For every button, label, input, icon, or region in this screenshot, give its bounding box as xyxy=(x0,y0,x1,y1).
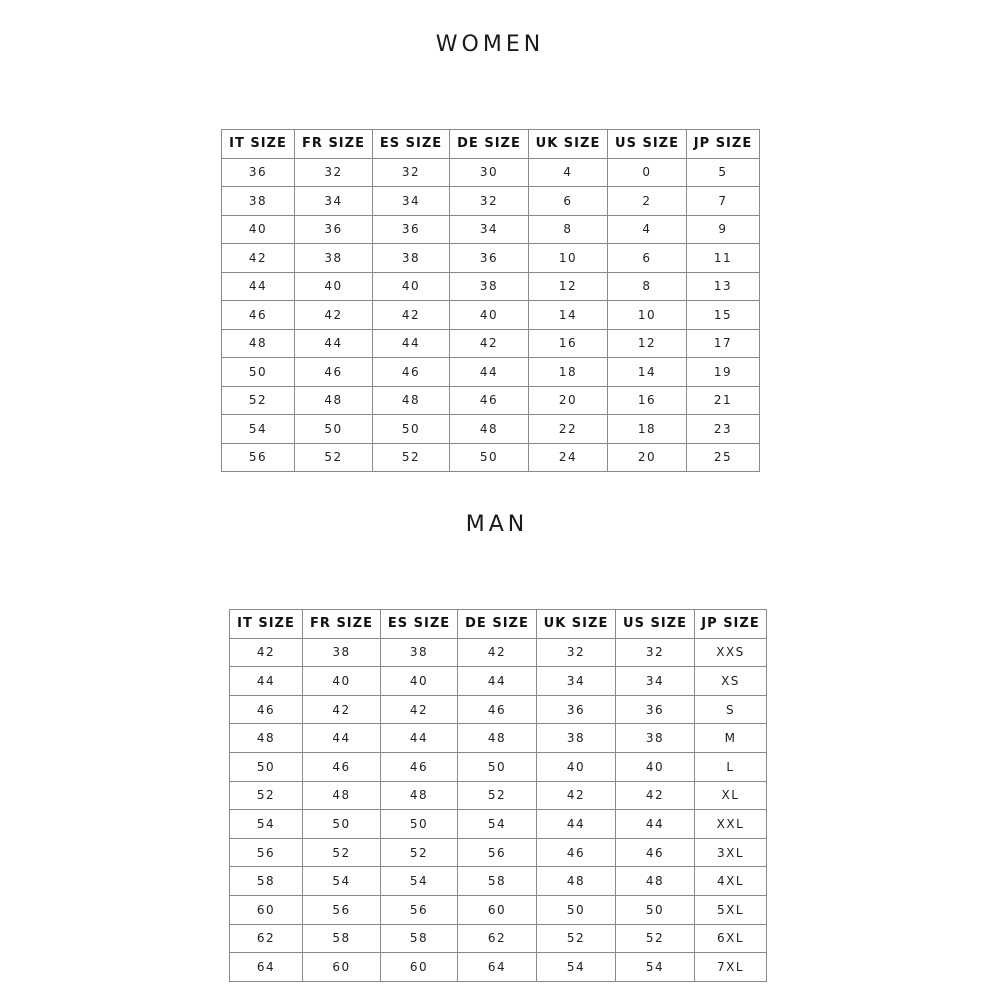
cell-fr-size: 54 xyxy=(303,867,381,896)
cell-it-size: 62 xyxy=(230,924,303,953)
cell-fr-size: 40 xyxy=(303,667,381,696)
cell-fr-size: 46 xyxy=(303,752,381,781)
cell-us-size: 20 xyxy=(608,443,687,472)
cell-jp-size: 11 xyxy=(687,244,760,273)
cell-jp-size: 17 xyxy=(687,329,760,358)
column-header-es-size: ES SIZE xyxy=(381,610,458,639)
cell-us-size: 46 xyxy=(616,838,695,867)
cell-jp-size: 3XL xyxy=(695,838,767,867)
cell-uk-size: 6 xyxy=(529,187,608,216)
table-row xyxy=(230,638,767,667)
cell-jp-size: 6XL xyxy=(695,924,767,953)
cell-es-size: 50 xyxy=(381,810,458,839)
table-row xyxy=(230,810,767,839)
cell-it-size: 46 xyxy=(222,301,295,330)
cell-us-size: 2 xyxy=(608,187,687,216)
cell-uk-size: 46 xyxy=(537,838,616,867)
cell-de-size: 32 xyxy=(450,187,529,216)
cell-it-size: 52 xyxy=(230,781,303,810)
women-section-title: WOMEN xyxy=(435,32,545,57)
cell-de-size: 62 xyxy=(458,924,537,953)
cell-it-size: 50 xyxy=(230,752,303,781)
cell-de-size: 48 xyxy=(450,415,529,444)
cell-de-size: 54 xyxy=(458,810,537,839)
cell-uk-size: 8 xyxy=(529,215,608,244)
table-row xyxy=(222,301,760,330)
column-header-jp-size: JP SIZE xyxy=(695,610,767,639)
cell-fr-size: 38 xyxy=(303,638,381,667)
table-row xyxy=(230,953,767,982)
column-header-uk-size: UK SIZE xyxy=(537,610,616,639)
cell-jp-size: 5XL xyxy=(695,895,767,924)
cell-es-size: 50 xyxy=(373,415,450,444)
cell-es-size: 40 xyxy=(373,272,450,301)
table-row xyxy=(230,867,767,896)
cell-us-size: 14 xyxy=(608,358,687,387)
table-row xyxy=(222,358,760,387)
cell-jp-size: XS xyxy=(695,667,767,696)
cell-jp-size: XXS xyxy=(695,638,767,667)
cell-uk-size: 22 xyxy=(529,415,608,444)
cell-uk-size: 38 xyxy=(537,724,616,753)
cell-de-size: 50 xyxy=(450,443,529,472)
cell-us-size: 36 xyxy=(616,695,695,724)
cell-us-size: 42 xyxy=(616,781,695,810)
cell-uk-size: 20 xyxy=(529,386,608,415)
cell-us-size: 52 xyxy=(616,924,695,953)
cell-es-size: 38 xyxy=(381,638,458,667)
cell-jp-size: 4XL xyxy=(695,867,767,896)
cell-uk-size: 24 xyxy=(529,443,608,472)
column-header-it-size: IT SIZE xyxy=(230,610,303,639)
cell-us-size: 38 xyxy=(616,724,695,753)
cell-fr-size: 50 xyxy=(295,415,373,444)
table-row xyxy=(230,924,767,953)
table-row xyxy=(222,158,760,187)
man-size-table xyxy=(229,609,767,982)
cell-us-size: 0 xyxy=(608,158,687,187)
women-table-body xyxy=(222,158,760,472)
cell-us-size: 48 xyxy=(616,867,695,896)
cell-fr-size: 56 xyxy=(303,895,381,924)
cell-de-size: 46 xyxy=(458,695,537,724)
cell-de-size: 58 xyxy=(458,867,537,896)
cell-es-size: 34 xyxy=(373,187,450,216)
cell-es-size: 38 xyxy=(373,244,450,273)
cell-jp-size: 21 xyxy=(687,386,760,415)
column-header-us-size: US SIZE xyxy=(608,130,687,159)
cell-jp-size: 15 xyxy=(687,301,760,330)
cell-de-size: 46 xyxy=(450,386,529,415)
cell-de-size: 42 xyxy=(450,329,529,358)
table-row xyxy=(230,724,767,753)
cell-it-size: 46 xyxy=(230,695,303,724)
column-header-it-size: IT SIZE xyxy=(222,130,295,159)
cell-fr-size: 60 xyxy=(303,953,381,982)
cell-de-size: 64 xyxy=(458,953,537,982)
cell-fr-size: 58 xyxy=(303,924,381,953)
cell-jp-size: 9 xyxy=(687,215,760,244)
cell-uk-size: 12 xyxy=(529,272,608,301)
cell-fr-size: 46 xyxy=(295,358,373,387)
women-size-table xyxy=(221,129,760,472)
cell-fr-size: 38 xyxy=(295,244,373,273)
cell-it-size: 60 xyxy=(230,895,303,924)
cell-us-size: 50 xyxy=(616,895,695,924)
cell-jp-size: XXL xyxy=(695,810,767,839)
cell-jp-size: 23 xyxy=(687,415,760,444)
cell-es-size: 52 xyxy=(373,443,450,472)
cell-it-size: 58 xyxy=(230,867,303,896)
cell-uk-size: 16 xyxy=(529,329,608,358)
cell-fr-size: 52 xyxy=(303,838,381,867)
cell-it-size: 44 xyxy=(222,272,295,301)
cell-it-size: 40 xyxy=(222,215,295,244)
column-header-uk-size: UK SIZE xyxy=(529,130,608,159)
cell-de-size: 34 xyxy=(450,215,529,244)
cell-fr-size: 42 xyxy=(303,695,381,724)
cell-jp-size: XL xyxy=(695,781,767,810)
column-header-fr-size: FR SIZE xyxy=(295,130,373,159)
table-row xyxy=(230,667,767,696)
cell-de-size: 38 xyxy=(450,272,529,301)
cell-us-size: 54 xyxy=(616,953,695,982)
table-row xyxy=(222,215,760,244)
cell-it-size: 48 xyxy=(230,724,303,753)
cell-de-size: 36 xyxy=(450,244,529,273)
cell-es-size: 48 xyxy=(381,781,458,810)
cell-de-size: 44 xyxy=(458,667,537,696)
cell-fr-size: 52 xyxy=(295,443,373,472)
cell-jp-size: L xyxy=(695,752,767,781)
column-header-es-size: ES SIZE xyxy=(373,130,450,159)
cell-fr-size: 40 xyxy=(295,272,373,301)
cell-jp-size: 25 xyxy=(687,443,760,472)
cell-de-size: 60 xyxy=(458,895,537,924)
table-header-row xyxy=(230,610,767,639)
table-row xyxy=(222,443,760,472)
man-section-title: MAN xyxy=(465,512,529,537)
cell-uk-size: 50 xyxy=(537,895,616,924)
cell-it-size: 42 xyxy=(230,638,303,667)
cell-it-size: 44 xyxy=(230,667,303,696)
cell-jp-size: M xyxy=(695,724,767,753)
cell-fr-size: 32 xyxy=(295,158,373,187)
cell-us-size: 44 xyxy=(616,810,695,839)
table-header-row xyxy=(222,130,760,159)
cell-jp-size: 5 xyxy=(687,158,760,187)
table-row xyxy=(222,415,760,444)
cell-it-size: 56 xyxy=(230,838,303,867)
cell-uk-size: 18 xyxy=(529,358,608,387)
cell-it-size: 54 xyxy=(230,810,303,839)
cell-de-size: 30 xyxy=(450,158,529,187)
table-row xyxy=(222,244,760,273)
table-row xyxy=(222,386,760,415)
table-row xyxy=(222,187,760,216)
cell-fr-size: 48 xyxy=(303,781,381,810)
cell-de-size: 44 xyxy=(450,358,529,387)
cell-jp-size: 7XL xyxy=(695,953,767,982)
table-row xyxy=(230,695,767,724)
cell-es-size: 44 xyxy=(381,724,458,753)
cell-uk-size: 48 xyxy=(537,867,616,896)
cell-us-size: 8 xyxy=(608,272,687,301)
cell-it-size: 38 xyxy=(222,187,295,216)
cell-es-size: 44 xyxy=(373,329,450,358)
cell-uk-size: 44 xyxy=(537,810,616,839)
cell-uk-size: 36 xyxy=(537,695,616,724)
cell-es-size: 42 xyxy=(381,695,458,724)
cell-de-size: 50 xyxy=(458,752,537,781)
cell-es-size: 46 xyxy=(373,358,450,387)
table-row xyxy=(230,752,767,781)
man-table-body xyxy=(230,638,767,981)
cell-fr-size: 42 xyxy=(295,301,373,330)
column-header-fr-size: FR SIZE xyxy=(303,610,381,639)
cell-us-size: 12 xyxy=(608,329,687,358)
cell-fr-size: 34 xyxy=(295,187,373,216)
cell-de-size: 48 xyxy=(458,724,537,753)
cell-it-size: 48 xyxy=(222,329,295,358)
cell-it-size: 56 xyxy=(222,443,295,472)
cell-it-size: 64 xyxy=(230,953,303,982)
cell-es-size: 52 xyxy=(381,838,458,867)
cell-es-size: 42 xyxy=(373,301,450,330)
cell-uk-size: 34 xyxy=(537,667,616,696)
cell-uk-size: 54 xyxy=(537,953,616,982)
cell-us-size: 10 xyxy=(608,301,687,330)
cell-uk-size: 14 xyxy=(529,301,608,330)
cell-fr-size: 50 xyxy=(303,810,381,839)
table-row xyxy=(222,329,760,358)
cell-es-size: 48 xyxy=(373,386,450,415)
column-header-de-size: DE SIZE xyxy=(450,130,529,159)
cell-es-size: 60 xyxy=(381,953,458,982)
cell-us-size: 18 xyxy=(608,415,687,444)
cell-uk-size: 52 xyxy=(537,924,616,953)
cell-de-size: 56 xyxy=(458,838,537,867)
cell-it-size: 52 xyxy=(222,386,295,415)
cell-es-size: 54 xyxy=(381,867,458,896)
cell-fr-size: 44 xyxy=(303,724,381,753)
table-row xyxy=(230,838,767,867)
table-row xyxy=(230,895,767,924)
cell-es-size: 32 xyxy=(373,158,450,187)
cell-es-size: 46 xyxy=(381,752,458,781)
table-row xyxy=(230,781,767,810)
cell-es-size: 36 xyxy=(373,215,450,244)
cell-jp-size: 19 xyxy=(687,358,760,387)
cell-uk-size: 42 xyxy=(537,781,616,810)
cell-fr-size: 44 xyxy=(295,329,373,358)
cell-us-size: 16 xyxy=(608,386,687,415)
cell-de-size: 40 xyxy=(450,301,529,330)
cell-us-size: 40 xyxy=(616,752,695,781)
cell-es-size: 56 xyxy=(381,895,458,924)
cell-us-size: 6 xyxy=(608,244,687,273)
column-header-us-size: US SIZE xyxy=(616,610,695,639)
cell-jp-size: S xyxy=(695,695,767,724)
cell-fr-size: 48 xyxy=(295,386,373,415)
table-row xyxy=(222,272,760,301)
column-header-de-size: DE SIZE xyxy=(458,610,537,639)
cell-uk-size: 40 xyxy=(537,752,616,781)
cell-es-size: 40 xyxy=(381,667,458,696)
cell-de-size: 42 xyxy=(458,638,537,667)
cell-us-size: 32 xyxy=(616,638,695,667)
cell-it-size: 36 xyxy=(222,158,295,187)
cell-it-size: 54 xyxy=(222,415,295,444)
cell-de-size: 52 xyxy=(458,781,537,810)
cell-jp-size: 13 xyxy=(687,272,760,301)
cell-it-size: 50 xyxy=(222,358,295,387)
column-header-jp-size: JP SIZE xyxy=(687,130,760,159)
cell-uk-size: 10 xyxy=(529,244,608,273)
cell-uk-size: 32 xyxy=(537,638,616,667)
cell-jp-size: 7 xyxy=(687,187,760,216)
cell-uk-size: 4 xyxy=(529,158,608,187)
cell-us-size: 34 xyxy=(616,667,695,696)
cell-us-size: 4 xyxy=(608,215,687,244)
cell-fr-size: 36 xyxy=(295,215,373,244)
cell-it-size: 42 xyxy=(222,244,295,273)
cell-es-size: 58 xyxy=(381,924,458,953)
